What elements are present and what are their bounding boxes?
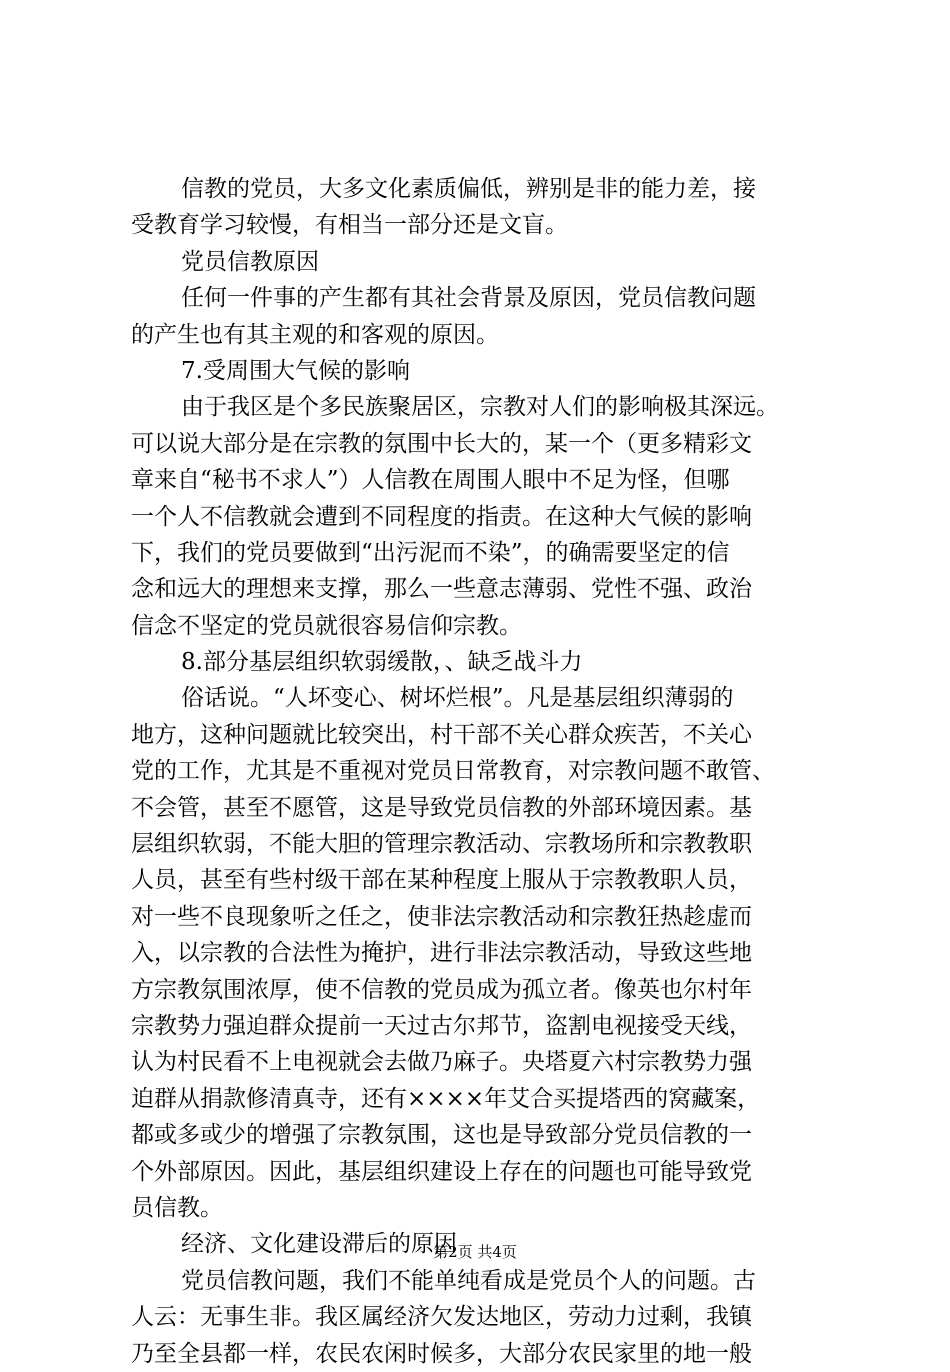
text-line: 党的工作，尤其是不重视对党员日常教育，对宗教问题不敢管、 (131, 758, 775, 785)
text-line: 任何一件事的产生都有其社会背景及原因，党员信教问题 (181, 285, 756, 312)
document-body (131, 171, 831, 1372)
text-line: 俗话说。“人坏变心、树坏烂根”。凡是基层组织薄弱的 (181, 685, 734, 712)
text-line: 人云：无事生非。我区属经济欠发达地区，劳动力过剩，我镇 (131, 1304, 752, 1331)
text-line: 由于我区是个多民族聚居区，宗教对人们的影响极其深远。 (181, 394, 779, 421)
text-line: 党员信教问题，我们不能单纯看成是党员个人的问题。古 (181, 1267, 756, 1294)
section-heading: 经济、文化建设滞后的原因 (181, 1231, 457, 1258)
text-line: 入，以宗教的合法性为掩护，进行非法宗教活动，导致这些地 (131, 940, 752, 967)
text-line: 宗教势力强迫群众提前一天过古尔邦节，盗割电视接受天线， (131, 1012, 752, 1039)
text-line: 方宗教氛围浓厚，使不信教的党员成为孤立者。像英也尔村年 (131, 976, 752, 1003)
text-line: 不会管，甚至不愿管，这是导致党员信教的外部环境因素。基 (131, 794, 752, 821)
text-line: 受教育学习较慢，有相当一部分还是文盲。 (131, 212, 568, 239)
text-line: 下，我们的党员要做到“出污泥而不染”，的确需要坚定的信 (131, 539, 730, 566)
text-line: 员信教。 (131, 1194, 223, 1221)
text-line: 对一些不良现象听之任之，使非法宗教活动和宗教狂热趁虚而 (131, 903, 752, 930)
text-line: 认为村民看不上电视就会去做乃麻子。央塔夏六村宗教势力强 (131, 1049, 752, 1076)
text-line: 层组织软弱，不能大胆的管理宗教活动、宗教场所和宗教教职 (131, 831, 752, 858)
section-heading: 8.部分基层组织软弱缓散，、缺乏战斗力 (181, 649, 583, 676)
text-line: 章来自“秘书不求人”）人信教在周围人眼中不足为怪，但哪 (131, 467, 730, 494)
text-line: 的产生也有其主观的和客观的原因。 (131, 321, 499, 348)
page-footer: 第2页 共4页 (433, 1243, 517, 1261)
section-heading: 党员信教原因 (181, 248, 319, 275)
section-heading: 7.受周围大气候的影响 (181, 357, 410, 384)
text-line: 地方，这种问题就比较突出，村干部不关心群众疾苦，不关心 (131, 721, 752, 748)
text-line: 迫群从捐款修清真寺，还有××××年艾合买提塔西的窝藏案， (131, 1085, 761, 1112)
text-line: 信念不坚定的党员就很容易信仰宗教。 (131, 612, 522, 639)
text-line: 乃至全县都一样，农民农闲时候多，大部分农民家里的地一般 (131, 1340, 752, 1367)
text-line: 可以说大部分是在宗教的氛围中长大的，某一个（更多精彩文 (131, 430, 752, 457)
text-line: 人员，甚至有些村级干部在某种程度上服从于宗教教职人员， (131, 867, 752, 894)
text-line: 念和远大的理想来支撑，那么一些意志薄弱、党性不强、政治 (131, 576, 752, 603)
text-line: 都或多或少的增强了宗教氛围，这也是导致部分党员信教的一 (131, 1122, 752, 1149)
text-line: 信教的党员，大多文化素质偏低，辨别是非的能力差，接 (181, 176, 756, 202)
text-line: 个外部原因。因此，基层组织建设上存在的问题也可能导致党 (131, 1158, 752, 1185)
text-line: 一个人不信教就会遭到不同程度的指责。在这种大气候的影响 (131, 503, 752, 530)
